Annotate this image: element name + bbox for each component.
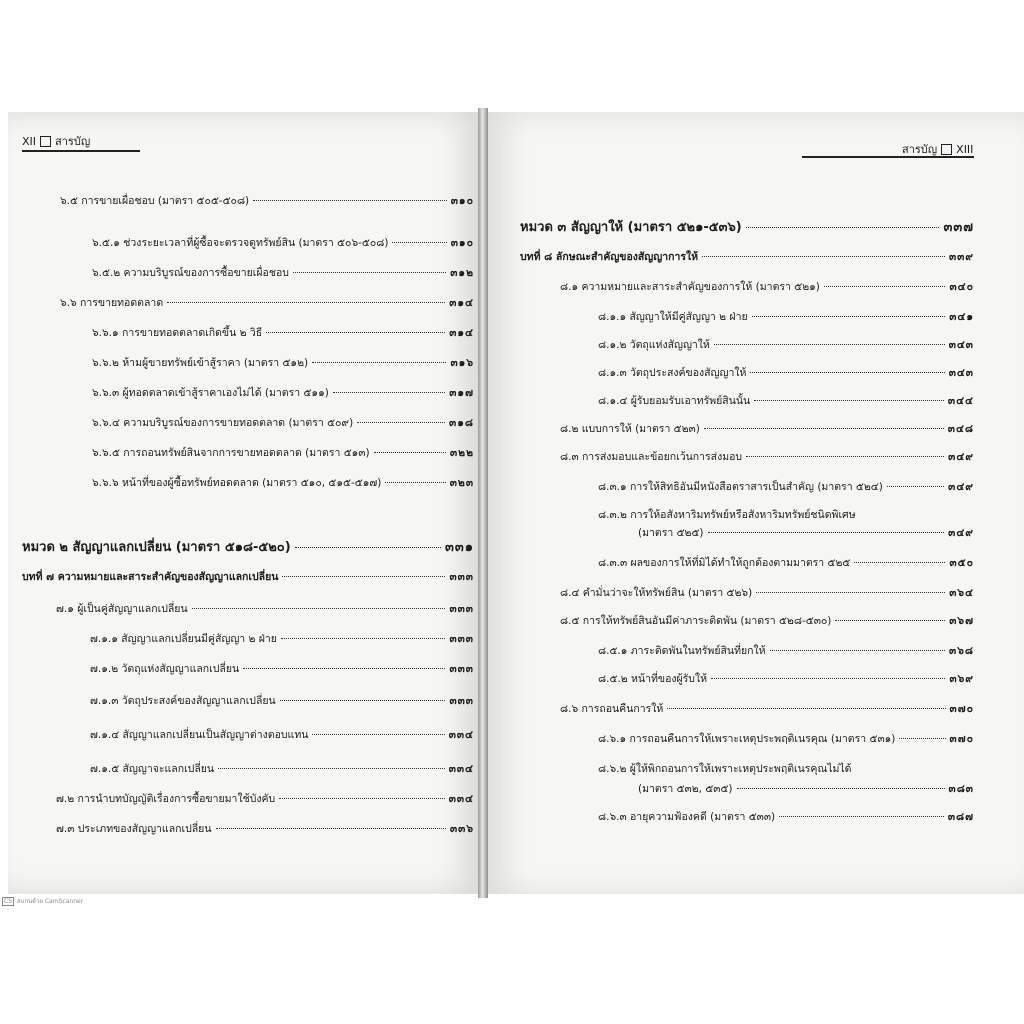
toc-row[interactable]: ๘.๑.๒ วัตถุแห่งสัญญาให้ ๓๔๓ <box>598 339 974 351</box>
right-header-rule <box>802 156 974 158</box>
toc-row[interactable]: ๖.๕.๑ ช่วงระยะเวลาที่ผู้ซื้อจะตรวจดูทรัพย์สิน (มาตรา ๕๐๖-๕๐๘) ๓๑๐ <box>92 237 474 249</box>
left-header-rule <box>22 150 140 152</box>
toc-row[interactable]: ๘.๖.๑ การถอนคืนการให้เพราะเหตุประพฤติเนรคุณ (มาตรา ๕๓๑) ๓๗๐ <box>598 733 974 745</box>
right-page-label: XIII <box>956 142 974 156</box>
toc-row[interactable]: ๖.๖.๖ หน้าที่ของผู้ซื้อทรัพย์ทอดตลาด (มาตรา ๕๑๐, ๕๑๕-๕๑๗) ๓๒๓ <box>92 477 474 489</box>
toc-row[interactable]: ๖.๖.๔ ความบริบูรณ์ของการขายทอดตลาด (มาตรา ๕๐๙) ๓๑๘ <box>92 417 474 429</box>
toc-row[interactable]: ๖.๕ การขายเผื่อชอบ (มาตรา ๕๐๕-๕๐๘) ๓๑๐ <box>60 195 474 207</box>
toc-row[interactable]: ๘.๓.๓ ผลของการให้ที่มิได้ทำให้ถูกต้องตามมาตรา ๕๒๕ ๓๕๐ <box>598 557 974 569</box>
toc-row[interactable]: ๗.๒ การนำบทบัญญัติเรื่องการซื้อขายมาใช้บังคับ ๓๓๔ <box>56 793 474 805</box>
toc-row[interactable]: ๖.๕.๒ ความบริบูรณ์ของการซื้อขายเผื่อชอบ ๓๑๒ <box>92 267 474 279</box>
scanner-watermark <box>2 896 83 906</box>
toc-row[interactable]: (มาตรา ๕๒๕) ๓๔๙ <box>638 527 974 539</box>
toc-row[interactable]: ๘.๓ การส่งมอบและข้อยกเว้นการส่งมอบ ๓๔๙ <box>560 451 974 463</box>
toc-row[interactable]: ๖.๖.๑ การขายทอดตลาดเกิดขึ้น ๒ วิธี ๓๑๔ <box>92 327 474 339</box>
toc-row[interactable]: ๘.๕.๑ ภาระติดพันในทรัพย์สินที่ยกให้ ๓๖๘ <box>598 645 974 657</box>
toc-row[interactable]: ๘.๖ การถอนคืนการให้ ๓๗๐ <box>560 703 974 715</box>
scanner-text: สแกนด้วย CamScanner <box>17 898 84 905</box>
toc-row[interactable]: ๘.๑ ความหมายและสาระสำคัญของการให้ (มาตรา ๕๒๑) ๓๔๐ <box>560 281 974 293</box>
toc-row[interactable]: ๘.๕ การให้ทรัพย์สินอันมีค่าภาระติดพัน (มาตรา ๕๒๘-๕๓๐) ๓๖๗ <box>560 615 974 627</box>
toc-row[interactable]: ๖.๖.๓ ผู้ทอดตลาดเข้าสู้ราคาเองไม่ได้ (มาตรา ๕๑๑) ๓๑๗ <box>92 387 474 399</box>
toc-row[interactable]: ๗.๑.๕ สัญญาจะแลกเปลี่ยน ๓๓๔ <box>90 763 474 775</box>
toc-row[interactable]: ๘.๓.๑ การให้สิทธิอันมีหนังสือตราสารเป็นสำคัญ (มาตรา ๕๒๔) ๓๔๙ <box>598 481 974 493</box>
square-icon <box>941 144 952 155</box>
toc-part-row[interactable]: บทที่ ๘ ลักษณะสำคัญของสัญญาการให้ ๓๓๙ <box>520 251 974 263</box>
book-spine <box>478 108 488 898</box>
toc-row[interactable]: ๘.๑.๑ สัญญาให้มีคู่สัญญา ๒ ฝ่าย ๓๔๑ <box>598 311 974 323</box>
right-page-title: สารบัญ <box>902 143 938 156</box>
toc-row-first-line[interactable]: ๘.๓.๒ การให้อสังหาริมทรัพย์หรือสังหาริมทรัพย์ชนิดพิเศษ <box>598 509 856 521</box>
toc-row[interactable]: ๘.๑.๔ ผู้รับยอมรับเอาทรัพย์สินนั้น ๓๔๔ <box>598 395 974 407</box>
square-icon <box>40 136 51 147</box>
toc-row[interactable]: ๖.๖ การขายทอดตลาด ๓๑๔ <box>60 297 474 309</box>
toc-row[interactable]: ๗.๑ ผู้เป็นคู่สัญญาแลกเปลี่ยน ๓๓๓ <box>56 603 474 615</box>
toc-row[interactable]: ๘.๕.๒ หน้าที่ของผู้รับให้ ๓๖๙ <box>598 673 974 685</box>
left-page-header <box>22 132 90 150</box>
toc-row[interactable]: ๗.๑.๓ วัตถุประสงค์ของสัญญาแลกเปลี่ยน ๓๓๓ <box>90 695 474 707</box>
left-page-label: XII <box>22 134 37 148</box>
toc-row[interactable]: ๘.๒ แบบการให้ (มาตรา ๕๒๓) ๓๔๘ <box>560 423 974 435</box>
left-page-title: สารบัญ <box>55 135 91 148</box>
toc-chapter-row[interactable]: หมวด ๓ สัญญาให้ (มาตรา ๕๒๑-๕๓๖) ๓๓๗ <box>520 220 974 235</box>
toc-row[interactable]: ๘.๖.๓ อายุความฟ้องคดี (มาตรา ๕๓๓) ๓๘๗ <box>598 811 974 823</box>
toc-row[interactable]: ๘.๑.๓ วัตถุประสงค์ของสัญญาให้ ๓๔๓ <box>598 367 974 379</box>
toc-row[interactable]: ๗.๓ ประเภทของสัญญาแลกเปลี่ยน ๓๓๖ <box>56 823 474 835</box>
toc-row[interactable]: (มาตรา ๕๓๒, ๕๓๕) ๓๘๓ <box>638 783 974 795</box>
toc-chapter-row[interactable]: หมวด ๒ สัญญาแลกเปลี่ยน (มาตรา ๕๑๘-๕๒๐) ๓๓๑ <box>22 540 474 555</box>
toc-row[interactable]: ๖.๖.๕ การถอนทรัพย์สินจากการขายทอดตลาด (มาตรา ๕๑๓) ๓๒๒ <box>92 447 474 459</box>
toc-row-first-line[interactable]: ๘.๖.๒ ผู้ให้พิกถอนการให้เพราะเหตุประพฤติเนรคุณไม่ได้ <box>598 763 852 775</box>
toc-row[interactable]: ๗.๑.๒ วัตถุแห่งสัญญาแลกเปลี่ยน ๓๓๓ <box>90 663 474 675</box>
camscanner-icon: CS <box>4 897 12 905</box>
toc-row[interactable]: ๖.๖.๒ ห้ามผู้ขายทรัพย์เข้าสู้ราคา (มาตรา ๕๑๒) ๓๑๖ <box>92 357 474 369</box>
toc-row[interactable]: ๗.๑.๑ สัญญาแลกเปลี่ยนมีคู่สัญญา ๒ ฝ่าย ๓๓๓ <box>90 633 474 645</box>
toc-row[interactable]: ๘.๔ คำมั่นว่าจะให้ทรัพย์สิน (มาตรา ๕๒๖) ๓๖๔ <box>560 587 974 599</box>
toc-row[interactable]: ๗.๑.๔ สัญญาแลกเปลี่ยนเป็นสัญญาต่างตอบแทน ๓๓๔ <box>90 729 474 741</box>
toc-part-row[interactable]: บทที่ ๗ ความหมายและสาระสำคัญของสัญญาแลกเปลี่ยน ๓๓๓ <box>22 571 474 583</box>
